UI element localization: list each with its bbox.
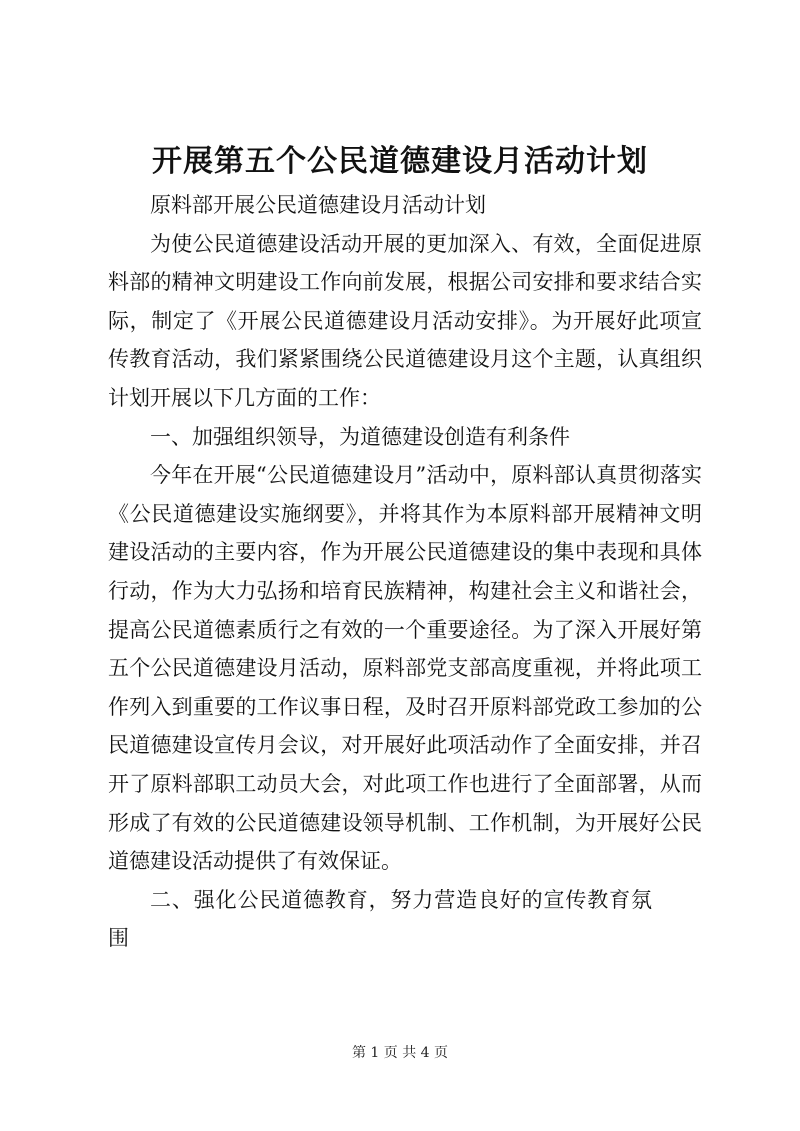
subtitle-paragraph: 原料部开展公民道德建设月活动计划 <box>150 193 486 217</box>
section-heading-2: 二、强化公民道德教育，努力营造良好的宣传教育氛围 <box>108 887 652 951</box>
document-body <box>108 186 702 958</box>
section-1-paragraph: 今年在开展“公民道德建设月”活动中，原料部认真贯彻落实《公民道德建设实施纲要》，并将其作为本原料部开展精神文明建设活动的主要内容，作为开展公民道德建设的集中表现和具体行动，作为大力弘扬和培育民族精神，构建社会主义和谐社会，提高公民道德素质行之有效的一个重要途径。为了深入开展好第五个公民道德建设月活动，原料部党支部高度重视，并将此项工作列入到重要的工作议事日程，及时召开原料部党政工参加的公民道德建设宣传月会议，对开展好此项活动作了全面安排，并召开了原料部职工动员大会，对此项工作也进行了全面部署，从而形成了有效的公民道德建设领导机制、工作机制，为开展好公民道德建设活动提供了有效保证。 <box>108 463 702 874</box>
document-title: 开展第五个公民道德建设月活动计划 <box>152 144 648 179</box>
page-number-footer: 第 1 页 共 4 页 <box>351 1045 449 1061</box>
intro-paragraph: 为使公民道德建设活动开展的更加深入、有效，全面促进原料部的精神文明建设工作向前发展，根据公司安排和要求结合实际，制定了《开展公民道德建设月活动安排》。为开展好此项宣传教育活动，我们紧紧围绕公民道德建设月这个主题，认真组织计划开展以下几方面的工作： <box>108 231 702 410</box>
section-heading-1: 一、加强组织领导，为道德建设创造有利条件 <box>150 424 570 449</box>
